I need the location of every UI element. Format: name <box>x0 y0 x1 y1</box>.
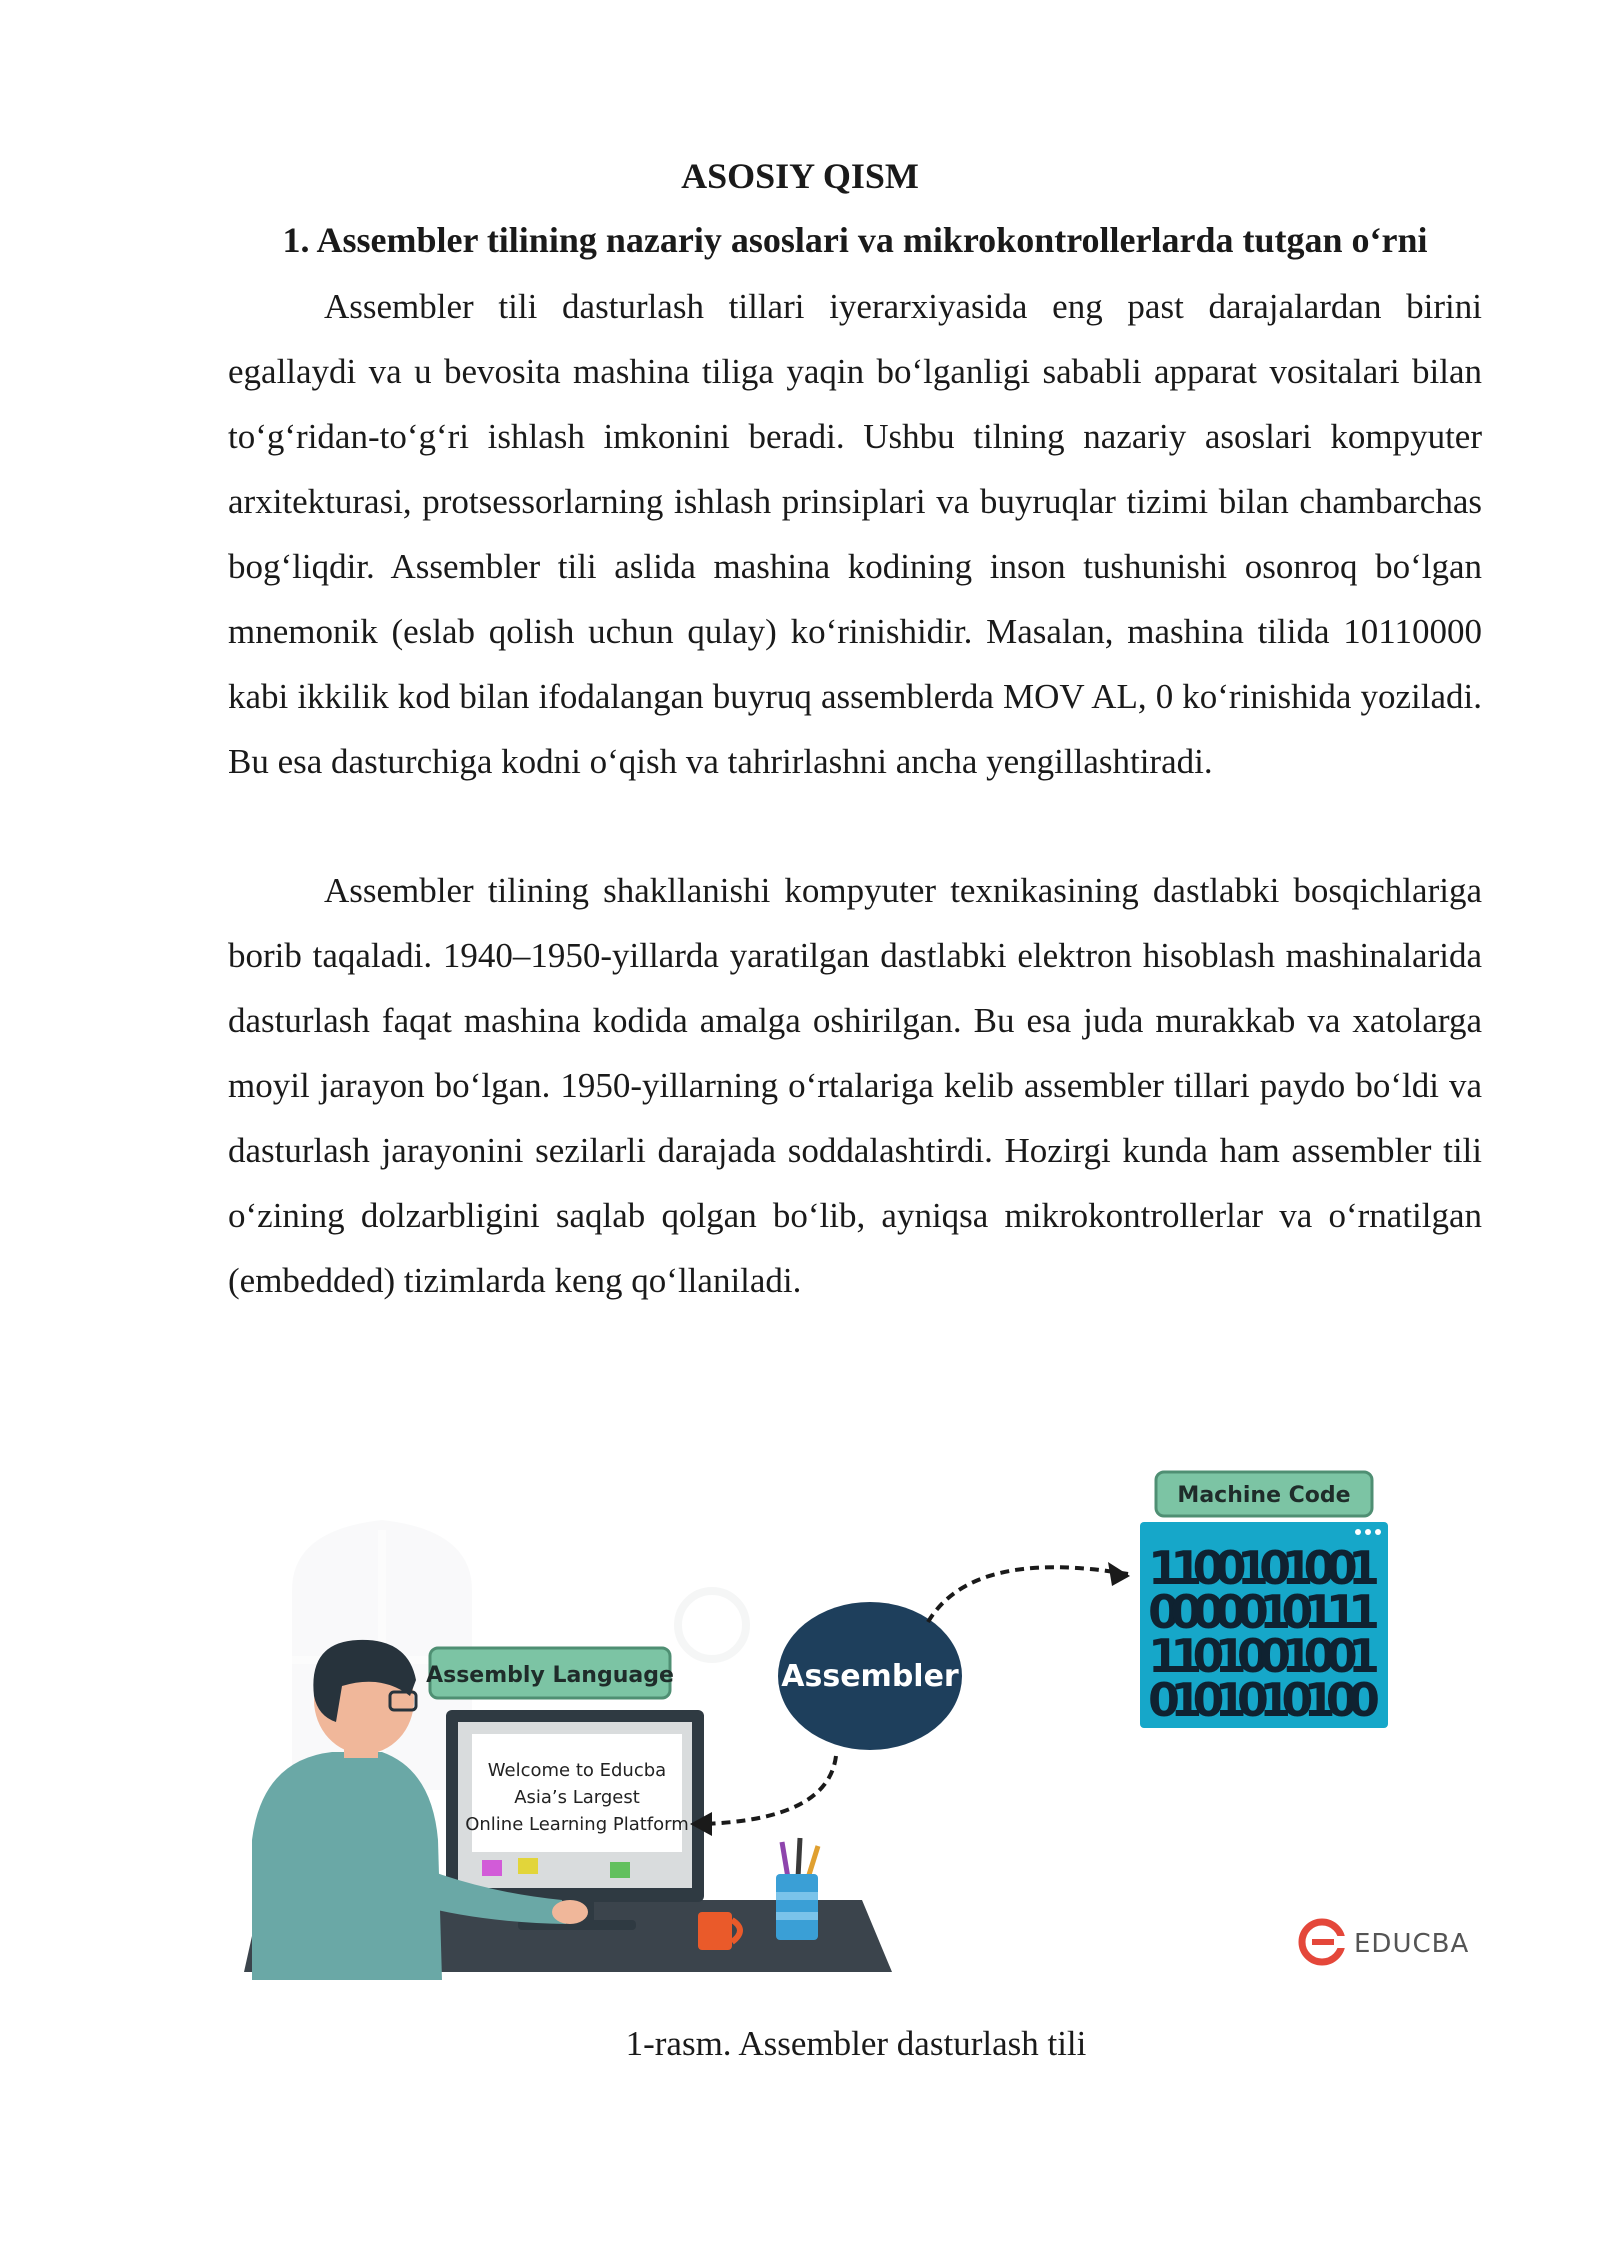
binary-line-2: 0000010111 <box>1148 1585 1380 1639</box>
paragraph-1: Assembler tili dasturlash tillari iyerarxiyasida eng past darajalardan birini egallaydi va u bevosita mashina tiliga yaqin bo‘lganligi sababli apparat vositalari bilan to‘g‘ridan-to‘g‘ri ishlash imkonini beradi. Ushbu tilning nazariy asoslari kompyuter arxitekturasi, protsessorlarning ishlash prinsiplari va buyruqlar tizimi bilan chambarchas bog‘liqdir. Assembler tili aslida mashina kodining inson tushunishi osonroq bo‘lgan mnemonik (eslab qolish uchun qulay) ko‘rinishidir. Masalan, mashina tilida 10110000 kabi ikkilik kod bilan ifodalangan buyruq assemblerda MOV AL, 0 ko‘rinishida yoziladi. Bu esa dasturchiga kodni o‘qish va tahrirlashni ancha yengillashtiradi. <box>228 287 1482 781</box>
assembler-label: Assembler <box>781 1659 959 1694</box>
paragraph-2: Assembler tilining shakllanishi kompyuter texnikasining dastlabki bosqichlariga borib taqaladi. 1940–1950-yillarda yaratilgan dastlabki elektron hisoblash mashinalarida dasturlash faqat mashina kodida amalga oshirilgan. Bu esa juda murakkab va xatolarga moyil jarayon bo‘lgan. 1950-yillarning o‘rtalariga kelib assembler tillari paydo bo‘ldi va dasturlash jarayonini sezilarli darajada soddalashtirdi. Hozirgi kunda ham assembler tili o‘zining dolzarbligini saqlab qolgan bo‘lib, ayniqsa mikrokontrollerlar va o‘rnatilgan (embedded) tizimlarda keng qo‘llaniladi. <box>228 871 1482 1300</box>
assembler-illustration <box>232 1460 1492 2000</box>
binary-line-3: 1101001001 <box>1148 1629 1380 1683</box>
binary-line-4: 0101010100 <box>1148 1673 1380 1727</box>
section-title: ASOSIY QISM <box>681 156 919 196</box>
machine-code-label: Machine Code <box>1177 1483 1351 1508</box>
figure-caption: 1-rasm. Assembler dasturlash tili <box>625 2024 1087 2063</box>
screen-line-1: Welcome to Educba <box>487 1760 667 1781</box>
arrow-head-to-machine-code <box>1108 1562 1130 1586</box>
screen-line-2: Asia’s Largest <box>514 1787 640 1808</box>
brand-name: EDUCBA <box>1354 1929 1470 1959</box>
assembly-language-label: Assembly Language <box>426 1663 674 1688</box>
subsection-title: 1. Assembler tilining nazariy asoslari va mikrokontrollerlarda tutgan o‘rni <box>282 220 1428 260</box>
screen-line-3: Online Learning Platform <box>465 1814 689 1835</box>
educba-logo <box>1302 1922 1346 1962</box>
binary-line-1: 1100101001 <box>1148 1541 1380 1595</box>
pen-cup <box>776 1838 818 1940</box>
